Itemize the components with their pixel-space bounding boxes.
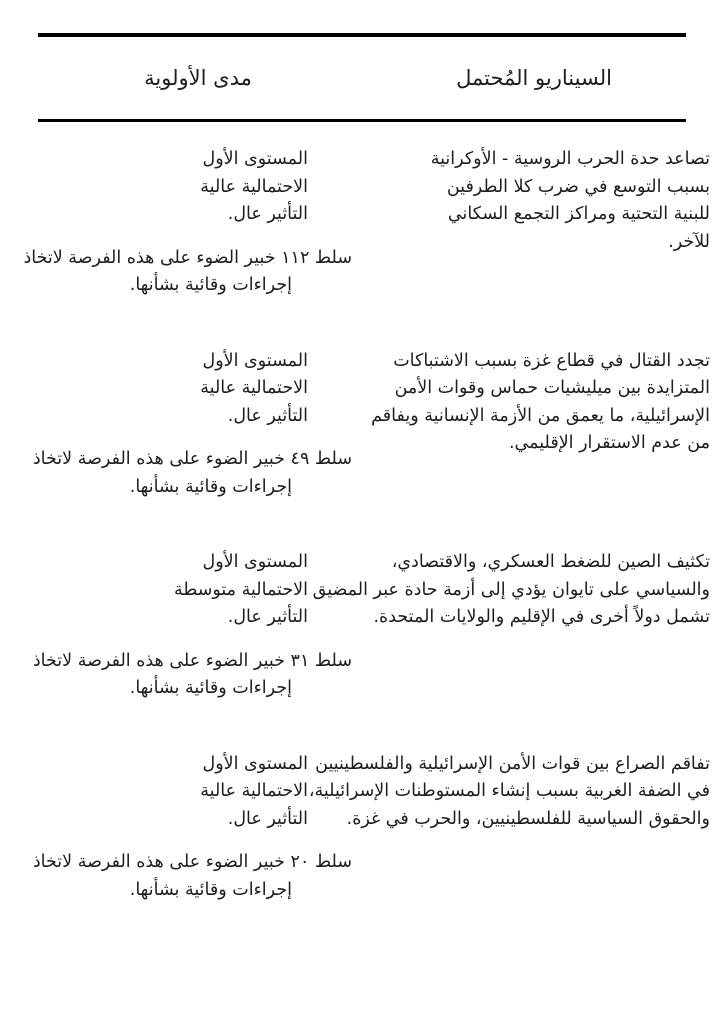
table-row [32, 751, 710, 905]
priority-level-line: المستوى الأول [202, 753, 308, 774]
experts-note [23, 245, 358, 300]
scenario-line: المتزايدة بين ميليشيات حماس وقوات الأمن [394, 378, 710, 398]
expert-note-line: إجراءات وقائية بشأنها. [129, 678, 292, 698]
priority-level-line: الاحتمالية عالية [200, 781, 308, 801]
table-row [32, 549, 710, 703]
priority-level-line: المستوى الأول [202, 552, 308, 572]
table-row [23, 146, 710, 300]
priority-levels [38, 549, 358, 632]
scenario-line: والحقوق السياسية للفلسطينيين، والحرب في غزة. [346, 808, 710, 829]
column-header-priority: مدى الأولوية [144, 66, 252, 90]
expert-note-line: إجراءات وقائية بشأنها. [129, 275, 292, 295]
scenario-line: للآخر. [668, 231, 710, 252]
scenario-line: من عدم الاستقرار الإقليمي. [508, 433, 710, 453]
table-body [0, 146, 724, 952]
priority-level-line: المستوى الأول [202, 149, 308, 169]
scenario-cell [358, 146, 710, 300]
expert-note-line: سلط ٣١ خبير الضوء على هذه الفرصة لاتخاذ [32, 650, 352, 671]
experts-note [32, 446, 358, 501]
scenario-line: بسبب التوسع في ضرب كلا الطرفين [446, 176, 710, 197]
table-header-rule [38, 119, 686, 122]
table-header-row [0, 37, 724, 119]
priority-levels [38, 146, 358, 229]
expert-note-line: سلط ٢٠ خبير الضوء على هذه الفرصة لاتخاذ [32, 852, 352, 872]
scenario-line: والسياسي على تايوان يؤدي إلى أزمة حادة عبر المضيق [312, 579, 710, 600]
table-row [32, 348, 710, 502]
experts-note [32, 648, 358, 703]
priority-level-line: الاحتمالية عالية [200, 378, 308, 398]
scenario-line: تجدد القتال في قطاع غزة بسبب الاشتباكات [393, 350, 710, 371]
priority-level-line: التأثير عال. [227, 808, 308, 829]
priority-level-line: المستوى الأول [202, 350, 308, 371]
priority-cell [23, 146, 358, 300]
scenario-line: تفاقم الصراع بين قوات الأمن الإسرائيلية والفلسطينيين [315, 753, 710, 774]
priority-level-line: التأثير عال. [227, 204, 308, 224]
priority-level-line: التأثير عال. [227, 405, 308, 426]
scenario-cell [358, 348, 710, 502]
scenario-line: تكثيف الصين للضغط العسكري، والاقتصادي، [391, 552, 710, 572]
priority-level-line: التأثير عال. [227, 607, 308, 627]
scenario-line: في الضفة الغربية بسبب إنشاء المستوطنات الإسرائيلية، [308, 781, 710, 801]
priority-cell [32, 751, 358, 905]
expert-note-line: إجراءات وقائية بشأنها. [129, 879, 292, 900]
expert-note-line: إجراءات وقائية بشأنها. [129, 476, 292, 497]
experts-note [32, 849, 358, 904]
scenario-cell [312, 549, 710, 703]
scenario-line: الإسرائيلية، ما يعمق من الأزمة الإنسانية ويفاقم [371, 405, 710, 426]
expert-note-line: سلط ١١٢ خبير الضوء على هذه الفرصة لاتخاذ [23, 247, 352, 268]
priority-levels [38, 348, 358, 431]
scenario-line: للبنية التحتية ومراكز التجمع السكاني [447, 204, 710, 224]
column-header-scenario: السيناريو المُحتمل [456, 66, 612, 90]
priority-cell [32, 549, 358, 703]
scenario-cell [308, 751, 710, 905]
priority-level-line: الاحتمالية متوسطة [173, 579, 308, 600]
priority-levels [38, 751, 358, 834]
scenario-line: تشمل دولاً أخرى في الإقليم والولايات المتحدة. [373, 607, 710, 627]
scenario-line: تصاعد حدة الحرب الروسية - الأوكرانية [430, 149, 710, 169]
expert-note-line: سلط ٤٩ خبير الضوء على هذه الفرصة لاتخاذ [32, 449, 352, 469]
priority-level-line: الاحتمالية عالية [200, 176, 308, 197]
priority-cell [32, 348, 358, 502]
